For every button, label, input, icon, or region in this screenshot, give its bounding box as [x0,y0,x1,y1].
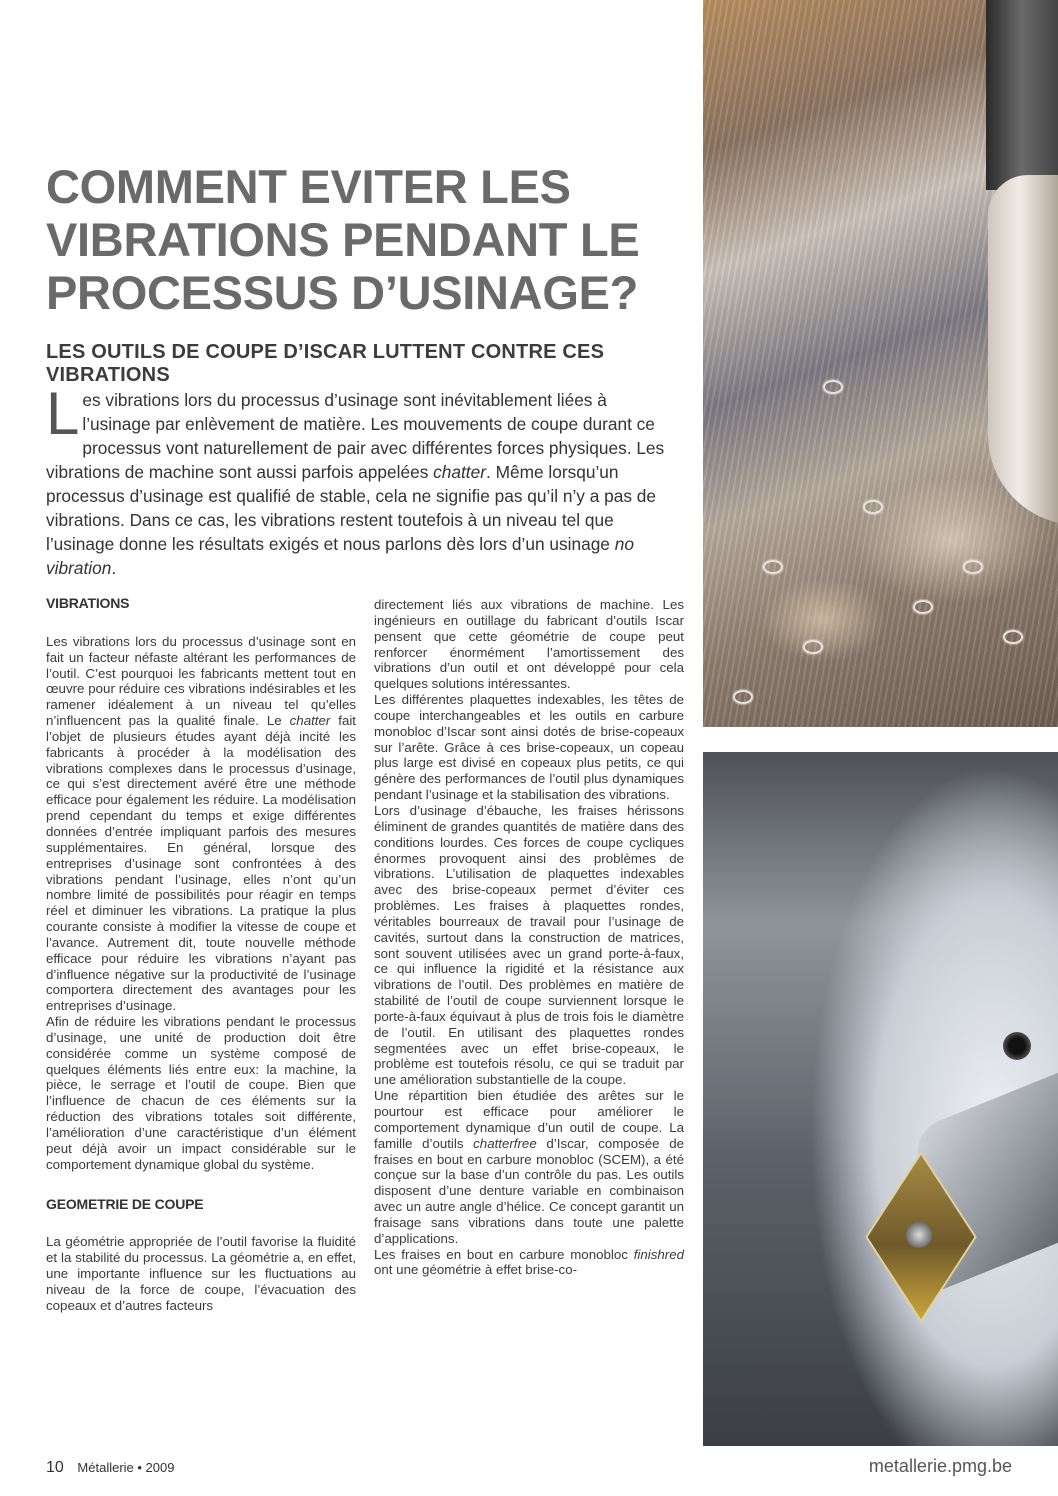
intro-text: . [111,558,117,578]
body-paragraph: La géométrie appropriée de l’outil favorise la fluidité et la stabilité du processus. La géométrie a, en effet, une importante influence sur les fluctuations au niveau de la force de coupe, l’évacuation des copeaux et d’autres facteurs [46,1234,356,1313]
body-text: ont une géométrie à effet brise-co- [374,1262,578,1278]
metal-chip [1003,630,1023,644]
intro-emphasis: chatter [433,462,486,482]
milling-photo [703,0,1058,727]
body-paragraph [374,1247,684,1279]
body-text: fait l’objet de plusieurs études ayant déjà incité les fabricants à procéder à la modélisation des vibrations complexes dans le processus d’usinage, ce qui s’est directement avéré être une méthode efficace pour également les réduire. La modélisation prend cependant du temps et exige différentes données d’entrée impliquant parfois des mesures supplémentaires. En général, lorsque des entreprises d’usinage sont confrontées à des vibrations pendant l’usinage, elles n’ont qu’un nombre limité de possibilités pour réagir en temps réel et diminuer les vibrations. La pratique la plus courante consiste à modifier la vitesse de coupe et l’avance. Autrement dit, toute nouvelle méthode efficace pour réduire les vibrations n’ayant pas d’influence négative sur la productivité de l’usinage comportera directement des avantages pour les entreprises d’usinage. [46,713,357,1014]
drop-cap: L [46,380,80,447]
intro-emphasis: no vibration [46,534,634,578]
title-line: COMMENT EVITER LES [46,160,571,213]
body-text: Les fraises en bout en carbure monobloc [374,1246,634,1262]
metal-chip [913,600,933,614]
metal-chip [823,380,843,394]
insert-screw [906,1222,932,1248]
body-column-middle [374,597,684,1278]
metal-chip [863,500,883,514]
body-emphasis: chatter [289,713,331,729]
tool-shank [986,0,1058,190]
body-paragraph: Lors d’usinage d’ébauche, les fraises hérissons éliminent de grandes quantités de matière dans des conditions lourdes. Ces forces de coupe cycliques énormes provoquent ainsi des problèmes de vibrations. L’utilisation de plaquettes indexables avec des brise-copeaux permet d’éviter ces problèmes. Les fraises à plaquettes rondes, véritables bourreaux de travail pour l’usinage de cavités, surtout dans la construction de matrices, sont souvent utilisées avec un grand porte-à-faux, ce qui influence la rigidité et la résistance aux vibrations de l’outil. Des problèmes en matière de stabilité de l’outil de coupe surviennent lorsque le porte-à-faux équivaut à plus de trois fois le diamètre de l’outil. En utilisant des plaquettes rondes segmentées avec un effet brise-copeaux, le problème est toutefois résolu, ce qui se traduit par une amélioration substantielle de la coupe. [374,802,684,1088]
metal-chip [763,560,783,574]
clamp-bolt [1003,1032,1031,1060]
body-emphasis: chatterfree [473,1135,537,1151]
turning-photo [703,752,1058,1446]
article-subtitle: LES OUTILS DE COUPE D’ISCAR LUTTENT CONTRE CES VIBRATIONS [46,341,605,386]
intro-text: es vibrations lors du processus d’usinage sont inévitablement liées à l’usinage par enlèvement de matière. Les mouvements de coupe durant ce processus vont naturellement de pair avec différentes forces physiques. Les vibrations de machine sont aussi parfois appelées [46,390,665,482]
intro-text: . Même lorsqu’un processus d’usinage est qualifié de stable, cela ne signifie pas qu’il n’y a pas de vibrations. Dans ce cas, les vibrations restent toutefois à un niveau tel que l’usinage donne les résultats exigés et nous parlons dès lors d’un usinage [46,462,657,554]
website-link[interactable]: metallerie.pmg.be [868,1456,1012,1476]
section-heading-geometrie: GEOMETRIE DE COUPE [46,1195,204,1212]
intro-paragraph [46,380,672,580]
body-text: d’Iscar, composée de fraises en bout en carbure monobloc (SCEM), a été conçue sur la base d’un contrôle du pas. Les outils disposent d’une denture variable en combinaison avec un autre angle d’hélice. Ce concept garantit un fraisage sans vibrations dans toute une palette d’applications. [374,1135,684,1246]
body-text: Une répartition bien étudiée des arêtes sur le pourtour est efficace pour améliorer le comportement dynamique d’un outil de coupe. La famille d’outils [374,1088,684,1151]
metal-chip [963,560,983,574]
body-column-left [46,596,356,1314]
page-number: 10 [46,1459,64,1476]
milling-cutter-head [988,175,1058,525]
body-paragraph: Les différentes plaquettes indexables, les têtes de coupe interchangeables et les outils en carbure monobloc d’Iscar sont ainsi dotés de brise-copeaux sur l’arête. Grâce à ces brise-copeaux, un copeau plus large est divisé en copeaux plus petits, ce qui génère des performances de l’outil plus dynamiques pendant l’usinage et la stabilisation des vibrations. [374,692,684,803]
section-heading-vibrations: VIBRATIONS [46,595,130,611]
metal-chip [733,690,753,704]
publication-name: Métallerie • 2009 [77,1460,175,1475]
body-paragraph [46,634,356,1014]
body-text: Les vibrations lors du processus d’usinage sont en fait un facteur néfaste altérant les performances de l’outil. C’est pourquoi les fabricants mettent tout en œuvre pour réduire ces vibrations indésirables et les ramener idéalement à un niveau tel qu’elles n’influencent pas la qualité finale. Le [46,633,356,729]
title-line: VIBRATIONS PENDANT LE [46,213,640,266]
body-paragraph: Afin de réduire les vibrations pendant le processus d’usinage, une unité de production doit être considérée comme un système composé de quelques éléments liés entre eux: la machine, la pièce, le serrage et l’outil de coupe. Bien que l’influence de chacun de ces éléments sur la réduction des vibrations totales soit différente, l’amélioration d’une caractéristique d’un élément peut déjà avoir un impact considérable sur le comportement dynamique global du système. [46,1014,356,1172]
title-line: PROCESSUS D’USINAGE? [46,266,639,319]
metal-chip [803,640,823,654]
body-emphasis: finishred [633,1246,684,1262]
page-footer [46,1459,174,1477]
body-paragraph [374,1088,684,1246]
body-paragraph: directement liés aux vibrations de machine. Les ingénieurs en outillage du fabricant d’outils Iscar pensent que cette géométrie de coupe peut renforcer énormément l’amortissement des vibrations d’un outil et ont développé pour cela quelques solutions intéressantes. [374,597,684,692]
article-title [46,160,686,319]
